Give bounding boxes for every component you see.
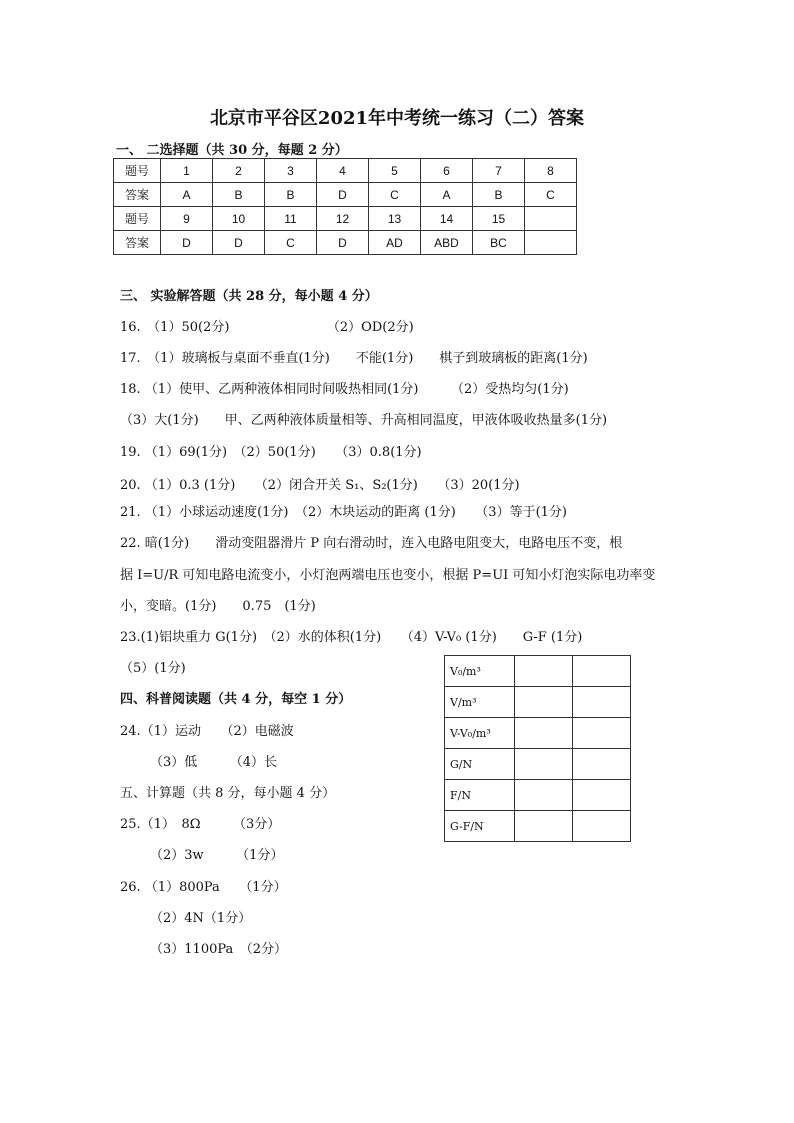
table-cell: 11 [265, 207, 317, 231]
answer-q22-line1: 22. 暗(1分) 滑动变阻器滑片 P 向右滑动时，连入电路电阻变大，电路电压不变，根 [120, 536, 623, 551]
answer-q25-line1: 25.（1） 8Ω （3分） [120, 817, 281, 832]
table-row [445, 656, 631, 687]
answer-table-choice [113, 158, 577, 255]
empty-cell [573, 687, 631, 718]
answer-q25-line2: （2）3w （1分） [150, 848, 284, 863]
answer-q22-line3: 小，变暗。(1分) 0.75 (1分) [120, 599, 316, 614]
table-row [114, 231, 577, 255]
table-cell: 3 [265, 159, 317, 183]
answer-q20: 20. （1）0.3 (1分) （2）闭合开关 S₁、S₂(1分) （3）20(1分) [120, 478, 520, 493]
table-cell: AD [369, 231, 421, 255]
table-cell: C [369, 183, 421, 207]
answer-q24-line2: （3）低 （4）长 [150, 755, 278, 770]
table-cell: B [213, 183, 265, 207]
table-row [114, 207, 577, 231]
table-cell: 13 [369, 207, 421, 231]
answer-q18-line1: 18. （1）使甲、乙两种液体相同时间吸热相同(1分) （2）受热均匀(1分) [120, 382, 569, 397]
answer-q23-line2: （5）(1分) [120, 661, 186, 676]
table-row [445, 811, 631, 842]
empty-cell [573, 718, 631, 749]
table-cell: 15 [473, 207, 525, 231]
table-row [445, 718, 631, 749]
table-cell: C [525, 183, 577, 207]
table-row [445, 780, 631, 811]
answer-q21: 21. （1）小球运动速度(1分) （2）木块运动的距离 (1分) （3）等于(1分) [120, 505, 567, 520]
empty-cell [515, 811, 573, 842]
answer-q18-line2: （3）大(1分) 甲、乙两种液体质量相等、升高相同温度，甲液体吸收热量多(1分) [120, 413, 608, 428]
table-cell: D [317, 183, 369, 207]
empty-cell [515, 749, 573, 780]
quantity-label-cell: F/N [445, 780, 515, 811]
table-cell: ABD [421, 231, 473, 255]
table-row [114, 159, 577, 183]
table-cell: 12 [317, 207, 369, 231]
row-header-cell: 答案 [114, 231, 161, 255]
empty-cell [573, 811, 631, 842]
table-cell [525, 207, 577, 231]
row-header-cell: 题号 [114, 207, 161, 231]
answer-q17: 17. （1）玻璃板与桌面不垂直(1分) 不能(1分) 棋子到玻璃板的距离(1分) [120, 351, 588, 366]
answer-q26-line2: （2）4N（1分） [150, 911, 252, 926]
page-title: 北京市平谷区2021年中考统一练习（二）答案 [209, 108, 585, 129]
quantity-label-cell: V₀/m³ [445, 656, 515, 687]
table-cell: 8 [525, 159, 577, 183]
answer-q19: 19. （1）69(1分) （2）50(1分) （3）0.8(1分) [120, 445, 422, 460]
table-row [114, 183, 577, 207]
empty-cell [515, 718, 573, 749]
section-calculation-heading: 五、计算题（共 8 分，每小题 4 分） [120, 786, 336, 801]
section-choice-heading: 一、 二选择题（共 30 分，每题 2 分） [116, 143, 348, 158]
table-cell: 5 [369, 159, 421, 183]
table-cell: 7 [473, 159, 525, 183]
table-row [445, 749, 631, 780]
row-header-cell: 答案 [114, 183, 161, 207]
table-cell: BC [473, 231, 525, 255]
table-cell: 2 [213, 159, 265, 183]
table-cell: D [317, 231, 369, 255]
answer-q16: 16. （1）50(2分) （2）OD(2分) [120, 320, 414, 335]
table-cell [525, 231, 577, 255]
table-cell: 6 [421, 159, 473, 183]
table-cell: 1 [161, 159, 213, 183]
table-cell: D [213, 231, 265, 255]
table-cell: A [421, 183, 473, 207]
table-cell: B [265, 183, 317, 207]
answer-q26-line1: 26. （1）800Pa （1分） [120, 880, 287, 895]
empty-cell [573, 656, 631, 687]
empty-cell [515, 780, 573, 811]
quantity-label-cell: V-V₀/m³ [445, 718, 515, 749]
empty-cell [515, 656, 573, 687]
section-experiment-heading: 三、 实验解答题（共 28 分，每小题 4 分） [120, 289, 378, 304]
answer-q23-line1: 23.(1)铝块重力 G(1分) （2）水的体积(1分) （4）V-V₀ (1分) G-F (1分) [120, 630, 583, 645]
table-cell: 14 [421, 207, 473, 231]
section-reading-heading: 四、科普阅读题（共 4 分，每空 1 分） [120, 692, 352, 707]
table-cell: 9 [161, 207, 213, 231]
empty-cell [573, 780, 631, 811]
row-header-cell: 题号 [114, 159, 161, 183]
empty-cell [515, 687, 573, 718]
empty-cell [573, 749, 631, 780]
answer-q24-line1: 24.（1）运动 （2）电磁波 [120, 724, 294, 739]
table-cell: A [161, 183, 213, 207]
answer-q26-line3: （3）1100Pa （2分） [150, 942, 288, 957]
quantity-label-cell: V/m³ [445, 687, 515, 718]
data-record-table [444, 655, 631, 842]
answer-q22-line2: 据 I=U/R 可知电路电流变小，小灯泡两端电压也变小，根据 P=UI 可知小灯泡实际电功率变 [120, 568, 656, 583]
table-cell: 10 [213, 207, 265, 231]
quantity-label-cell: G-F/N [445, 811, 515, 842]
quantity-label-cell: G/N [445, 749, 515, 780]
table-cell: C [265, 231, 317, 255]
table-cell: 4 [317, 159, 369, 183]
table-cell: B [473, 183, 525, 207]
table-row [445, 687, 631, 718]
table-cell: D [161, 231, 213, 255]
